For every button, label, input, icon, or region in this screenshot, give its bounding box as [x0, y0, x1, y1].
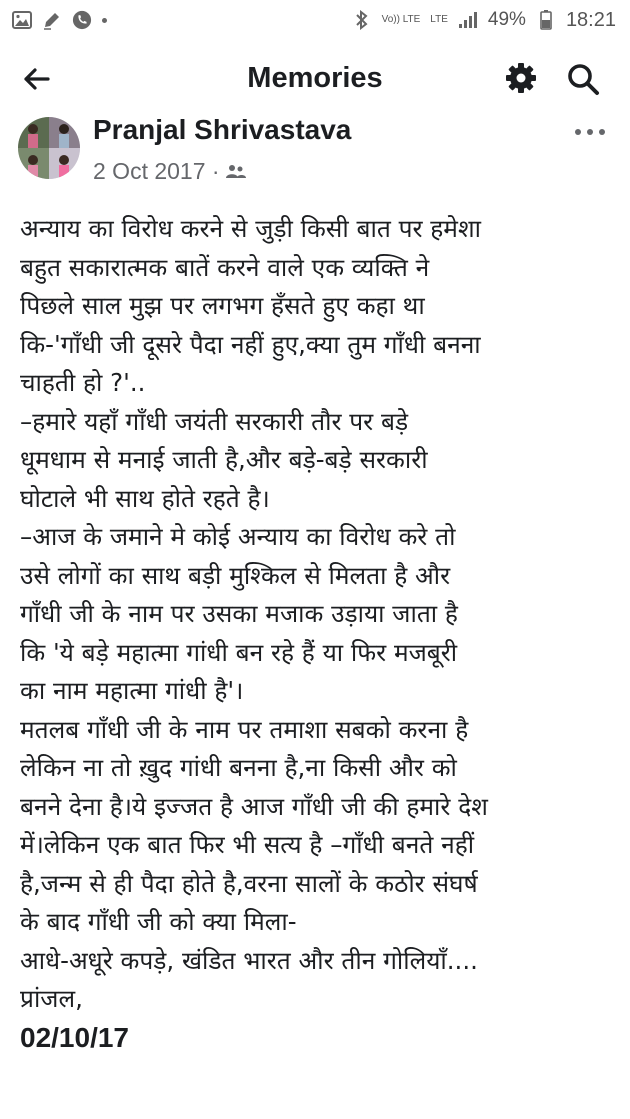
post-line: लेकिन ना तो ख़ुद गांधी बनना है,ना किसी और को [20, 753, 457, 782]
phone-icon [72, 10, 92, 30]
bluetooth-icon [352, 10, 372, 30]
gear-icon [505, 62, 537, 94]
post-line: मतलब गाँधी जी के नाम पर तमाशा सबको करना है [20, 714, 469, 744]
friends-icon [226, 164, 246, 180]
post-line: है,जन्म से ही पैदा होते है,वरना सालों के कठोर संघर्ष [20, 868, 478, 898]
post-date[interactable]: 2 Oct 2017 · [93, 158, 220, 184]
lte-label: LTE [430, 14, 448, 25]
signature-date: 02/10/17 [20, 1021, 129, 1053]
battery-percent: 49% [487, 9, 526, 30]
post-line: बनने देना है।ये इज्जत है आज गाँधी जी की हमारे देश [20, 791, 488, 821]
app-header [0, 40, 630, 118]
status-right [352, 9, 616, 32]
more-dots-icon [572, 127, 608, 137]
post-line: घोटाले भी साथ होते रहते है। [20, 483, 270, 513]
author-name[interactable]: Pranjal Shrivastava [93, 114, 352, 145]
status-left [12, 10, 107, 30]
page-title: Memories [247, 62, 383, 94]
post-line: गाँधी जी के नाम पर उसका मजाक उड़ाया जाता है [20, 599, 458, 628]
settings-button[interactable] [505, 62, 539, 96]
post-line: उसे लोगों का साथ बड़ी मुश्किल से मिलता है और [20, 560, 451, 590]
post-line: अन्याय का विरोध करने से जुड़ी किसी बात पर हमेशा [20, 214, 481, 243]
post-header [0, 112, 630, 192]
post-line: –हमारे यहाँ गाँधी जयंती सरकारी तौर पर बड़े [20, 406, 409, 436]
dot-icon [102, 18, 107, 23]
post-line: कि-'गाँधी जी दूसरे पैदा नहीं हुए,क्या तुम गाँधी बनना [20, 329, 481, 359]
post-line: कि 'ये बड़े महात्मा गांधी बन रहे हैं या फिर मजबूरी [20, 637, 458, 667]
post-line: का नाम महात्मा गांधी है'। [20, 676, 244, 705]
search-button[interactable] [566, 62, 600, 96]
clock: 18:21 [565, 8, 616, 31]
post-options-button[interactable] [572, 122, 608, 142]
status-bar [0, 0, 630, 40]
battery-icon [536, 10, 556, 30]
avatar[interactable] [18, 117, 80, 179]
volte-label: Vo)) LTE [381, 14, 421, 25]
post-line: –आज के जमाने मे कोई अन्याय का विरोध करे तो [20, 522, 456, 551]
post-text [20, 210, 620, 1057]
search-icon [566, 62, 600, 96]
post-line: धूमधाम से मनाई जाती है,और बड़े-बड़े सरकारी [20, 445, 428, 474]
post-line: प्रांजल, [20, 984, 83, 1013]
post-line: बहुत सकारात्मक बातें करने वाले एक व्यक्ति ने [20, 252, 430, 282]
post-line: में।लेकिन एक बात फिर भी सत्य है –गाँधी बनते नहीं [20, 830, 475, 859]
post-line: के बाद गाँधी जी को क्या मिला- [20, 907, 297, 936]
signal-icon [458, 10, 478, 30]
post-line: आधे-अधूरे कपड़े, खंडित भारत और तीन गोलियाँ.... [20, 945, 478, 975]
post-line: पिछले साल मुझ पर लगभग हँसते हुए कहा था [20, 291, 425, 320]
post-meta [93, 158, 246, 185]
post-line: चाहती हो ?'.. [20, 368, 146, 397]
gallery-icon [12, 10, 32, 30]
pen-icon [42, 10, 62, 30]
